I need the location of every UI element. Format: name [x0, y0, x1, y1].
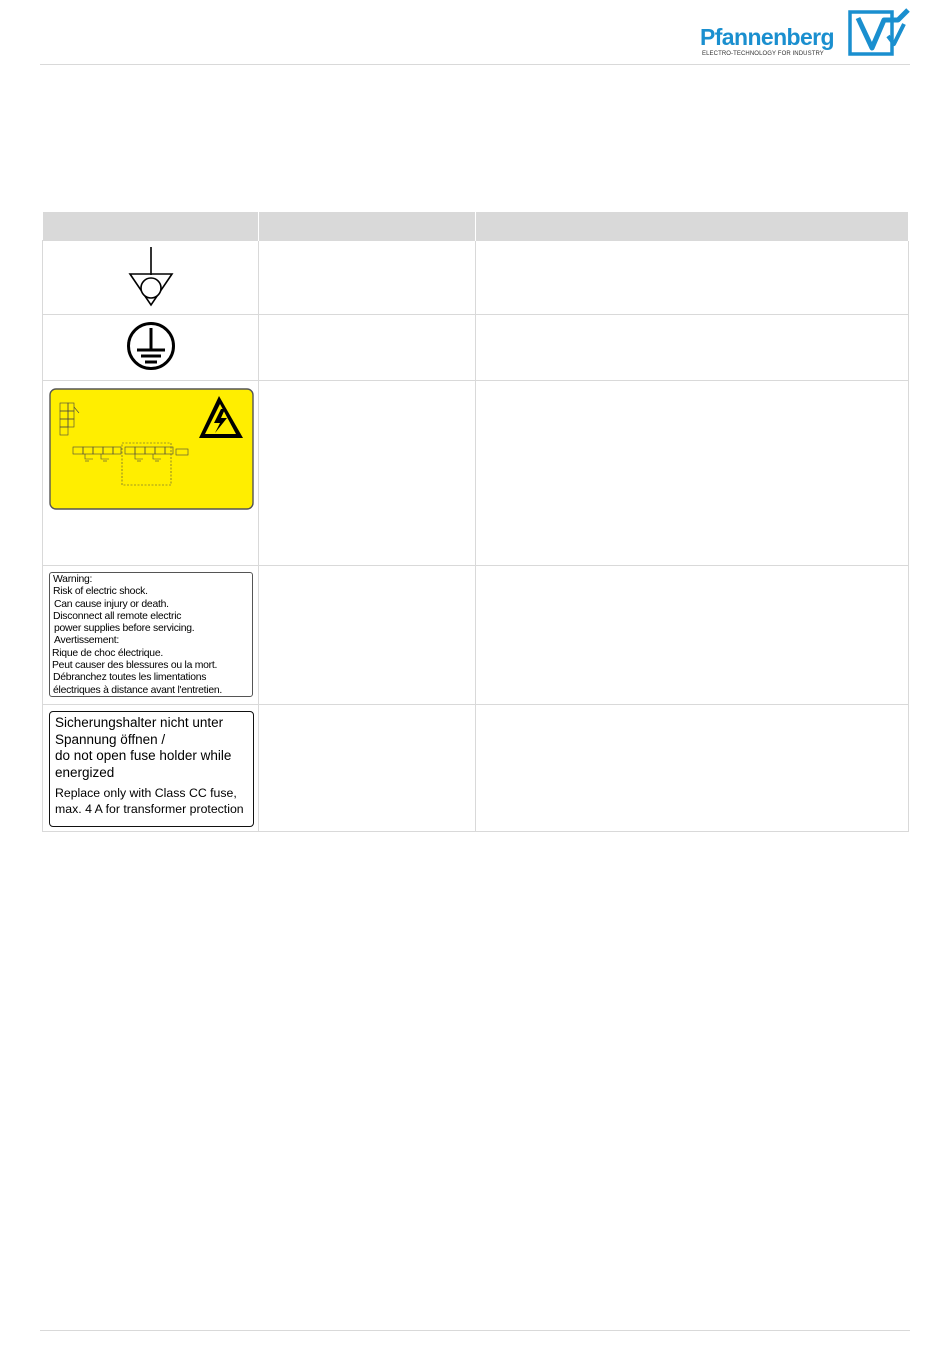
- description-cell: [476, 241, 909, 315]
- symbol-cell: [43, 241, 259, 315]
- meaning-cell: [259, 315, 476, 381]
- meaning-cell: [259, 566, 476, 705]
- label-line: max. 4 A for transformer protection: [55, 801, 244, 816]
- table-header-row: [43, 212, 909, 241]
- label-line: Replace only with Class CC fuse,: [55, 786, 237, 800]
- fuse-label-english: [55, 786, 248, 817]
- fuse-holder-warning-label-icon: [49, 711, 254, 827]
- label-line: Spannung öffnen /: [55, 731, 166, 747]
- label-line: Débranchez toutes les limentations: [53, 672, 207, 684]
- pfannenberg-logo: [700, 8, 910, 60]
- label-line: Warning:: [53, 574, 93, 585]
- symbol-cell: [43, 566, 259, 705]
- header-divider: [40, 64, 910, 65]
- fuse-label-german: [55, 715, 248, 781]
- label-line: Sicherungshalter nicht unter: [55, 715, 224, 730]
- label-line: électriques à distance avant l'entretien.: [53, 684, 223, 696]
- label-line: power supplies before servicing.: [54, 623, 195, 635]
- logo-wordmark: Pfannenberg: [700, 24, 834, 50]
- description-cell: [476, 705, 909, 832]
- description-cell: [476, 315, 909, 381]
- logo-tagline: ELECTRO-TECHNOLOGY FOR INDUSTRY: [702, 51, 824, 57]
- electric-shock-warning-label-icon: [49, 572, 253, 697]
- label-line: Avertissement:: [54, 635, 120, 647]
- symbol-cell: [43, 705, 259, 832]
- label-line: energized: [55, 764, 115, 780]
- footer-divider: [40, 1330, 910, 1331]
- label-line: Risk of electric shock.: [53, 586, 148, 598]
- label-line: Disconnect all remote electric: [53, 610, 182, 622]
- label-line: do not open fuse holder while: [55, 748, 232, 763]
- description-cell: [476, 381, 909, 566]
- header-cell-description: [476, 212, 909, 241]
- meaning-cell: [259, 241, 476, 315]
- meaning-cell: [259, 381, 476, 566]
- protective-earth-symbol-icon: [43, 315, 259, 379]
- table-row: [43, 566, 909, 705]
- symbol-cell: [43, 315, 259, 381]
- label-line: Can cause injury or death.: [54, 598, 169, 610]
- description-cell: [476, 566, 909, 705]
- header-cell-meaning: [259, 212, 476, 241]
- equipotential-bonding-symbol-icon: [43, 241, 259, 313]
- table-row: [43, 381, 909, 566]
- symbol-table: [42, 212, 909, 832]
- table-row: [43, 315, 909, 381]
- symbol-cell: [43, 381, 259, 566]
- table-row: [43, 705, 909, 832]
- label-line: Rique de choc électrique.: [52, 647, 164, 659]
- label-line: Peut causer des blessures ou la mort.: [52, 660, 218, 672]
- table-row: [43, 241, 909, 315]
- header-cell-symbol: [43, 212, 259, 241]
- high-voltage-warning-label-icon: [43, 381, 259, 513]
- meaning-cell: [259, 705, 476, 832]
- pfannenberg-logo-mark-icon: [848, 8, 910, 58]
